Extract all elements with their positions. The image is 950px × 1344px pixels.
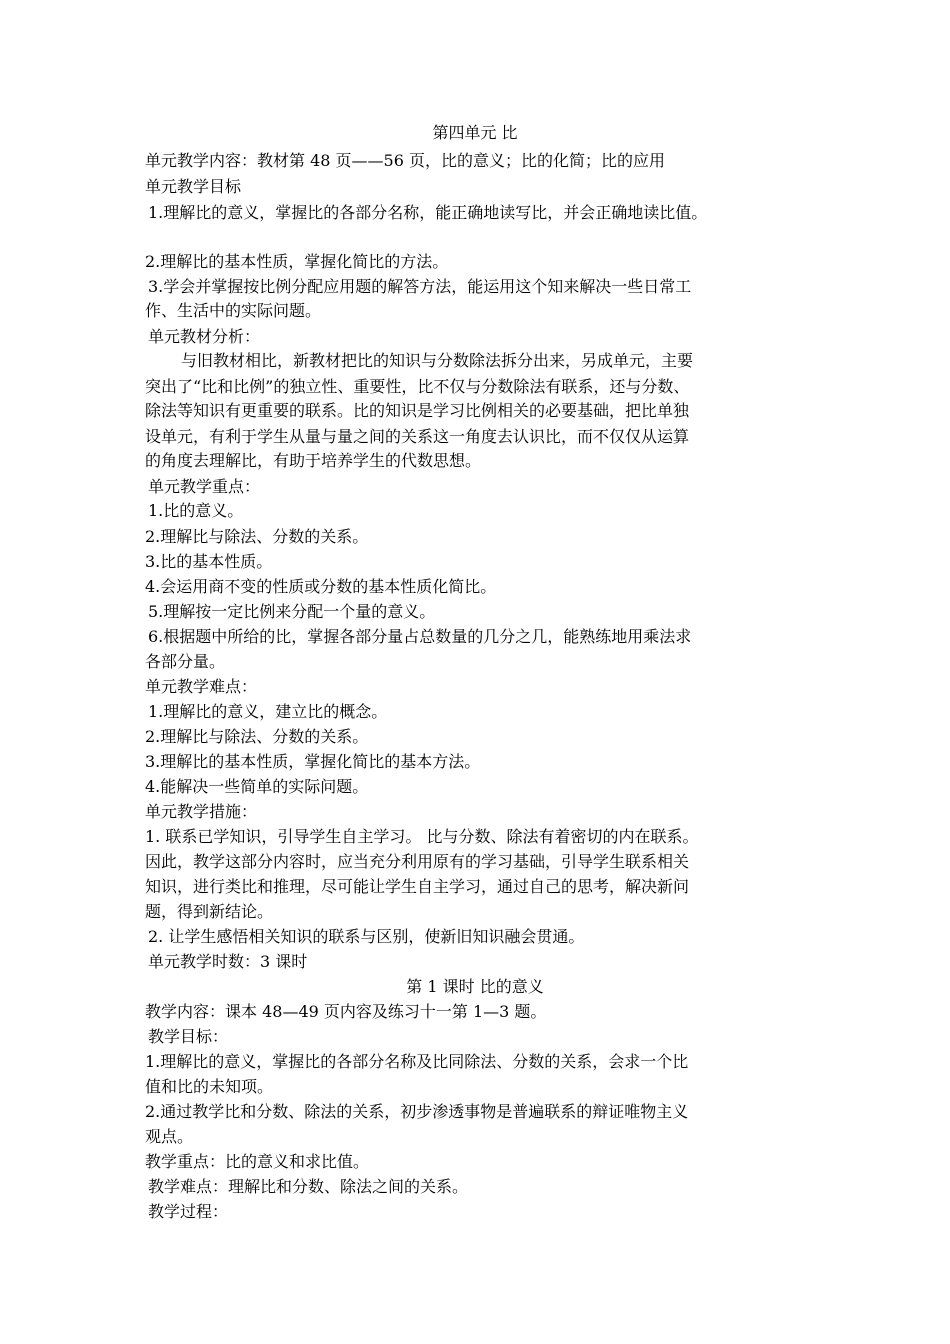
lesson-process-heading: 教学过程： bbox=[148, 1202, 229, 1221]
unit-analysis-line-2: 突出了“比和比例”的独立性、重要性，比不仅与分数除法有联系，还与分数、 bbox=[145, 377, 690, 396]
unit-key-point-6: 6.根据题中所给的比，掌握各部分量占总数量的几分之几，能熟练地用乘法求 bbox=[148, 627, 692, 646]
unit-key-point-4: 4.会运用商不变的性质或分数的基本性质化简比。 bbox=[145, 577, 497, 596]
unit-objective-1: 1.理解比的意义，掌握比的各部分名称，能正确地读写比，并会正确地读比值。 bbox=[148, 203, 708, 222]
unit-measures-heading: 单元教学措施： bbox=[145, 802, 258, 821]
unit-analysis-line-3: 除法等知识有更重要的联系。比的知识是学习比例相关的必要基础，把比单独 bbox=[145, 401, 690, 420]
lesson-objective-2-cont: 观点。 bbox=[145, 1127, 194, 1146]
unit-analysis-line-5: 的角度去理解比，有助于培养学生的代数思想。 bbox=[145, 451, 482, 470]
unit-difficulty-2: 2.理解比与除法、分数的关系。 bbox=[145, 727, 369, 746]
unit-key-point-2: 2.理解比与除法、分数的关系。 bbox=[145, 527, 369, 546]
lesson-difficulty-line: 教学难点：理解比和分数、除法之间的关系。 bbox=[148, 1177, 469, 1196]
unit-analysis-heading: 单元教材分析： bbox=[148, 327, 261, 346]
unit-title: 第四单元 比 bbox=[432, 123, 518, 142]
unit-key-point-6-cont: 各部分量。 bbox=[145, 652, 226, 671]
unit-difficulty-1: 1.理解比的意义，建立比的概念。 bbox=[148, 702, 388, 721]
lesson-objective-1-cont: 值和比的未知项。 bbox=[145, 1077, 274, 1096]
unit-objective-2: 2.理解比的基本性质，掌握化简比的方法。 bbox=[145, 252, 449, 271]
unit-analysis-line-1: 与旧教材相比，新教材把比的知识与分数除法拆分出来，另成单元，主要 bbox=[181, 351, 694, 370]
unit-difficulties-heading: 单元教学难点： bbox=[145, 677, 258, 696]
unit-key-point-1: 1.比的意义。 bbox=[148, 501, 244, 520]
unit-key-point-5: 5.理解按一定比例来分配一个量的意义。 bbox=[148, 602, 436, 621]
unit-difficulty-4: 4.能解决一些简单的实际问题。 bbox=[145, 777, 369, 796]
unit-objective-3: 3.学会并掌握按比例分配应用题的解答方法，能运用这个知来解决一些日常工 bbox=[148, 277, 692, 296]
unit-key-points-heading: 单元教学重点： bbox=[148, 477, 261, 496]
lesson-objective-2: 2.通过教学比和分数、除法的关系，初步渗透事物是普遍联系的辩证唯物主义 bbox=[145, 1102, 689, 1121]
unit-objective-3-cont: 作、生活中的实际问题。 bbox=[145, 301, 322, 320]
unit-measure-1-cont-3: 题，得到新结论。 bbox=[145, 902, 274, 921]
unit-analysis-line-4: 设单元，有利于学生从量与量之间的关系这一角度去认识比，而不仅仅从运算 bbox=[145, 427, 690, 446]
unit-hours-line: 单元教学时数：3 课时 bbox=[148, 952, 308, 971]
unit-key-point-3: 3.比的基本性质。 bbox=[145, 552, 273, 571]
unit-measure-1-cont-1: 因此，教学这部分内容时，应当充分利用原有的学习基础，引导学生联系相关 bbox=[145, 852, 690, 871]
unit-objectives-heading: 单元教学目标 bbox=[145, 177, 242, 196]
unit-measure-1: 1. 联系已学知识，引导学生自主学习。 比与分数、除法有着密切的内在联系。 bbox=[145, 827, 699, 846]
lesson-objectives-heading: 教学目标： bbox=[148, 1027, 229, 1046]
unit-measure-2: 2. 让学生感悟相关知识的联系与区别，使新旧知识融会贯通。 bbox=[148, 927, 585, 946]
lesson-content-line: 教学内容：课本 48—49 页内容及练习十一第 1—3 题。 bbox=[145, 1002, 547, 1021]
unit-content-line: 单元教学内容：教材第 48 页——56 页，比的意义；比的化简；比的应用 bbox=[145, 151, 665, 170]
unit-difficulty-3: 3.理解比的基本性质，掌握化简比的基本方法。 bbox=[145, 752, 481, 771]
lesson-objective-1: 1.理解比的意义，掌握比的各部分名称及比同除法、分数的关系，会求一个比 bbox=[145, 1052, 689, 1071]
lesson-key-point-line: 教学重点：比的意义和求比值。 bbox=[145, 1152, 370, 1171]
lesson-title: 第 1 课时 比的意义 bbox=[406, 977, 544, 996]
unit-measure-1-cont-2: 知识，进行类比和推理，尽可能让学生自主学习，通过自己的思考，解决新问 bbox=[145, 877, 690, 896]
